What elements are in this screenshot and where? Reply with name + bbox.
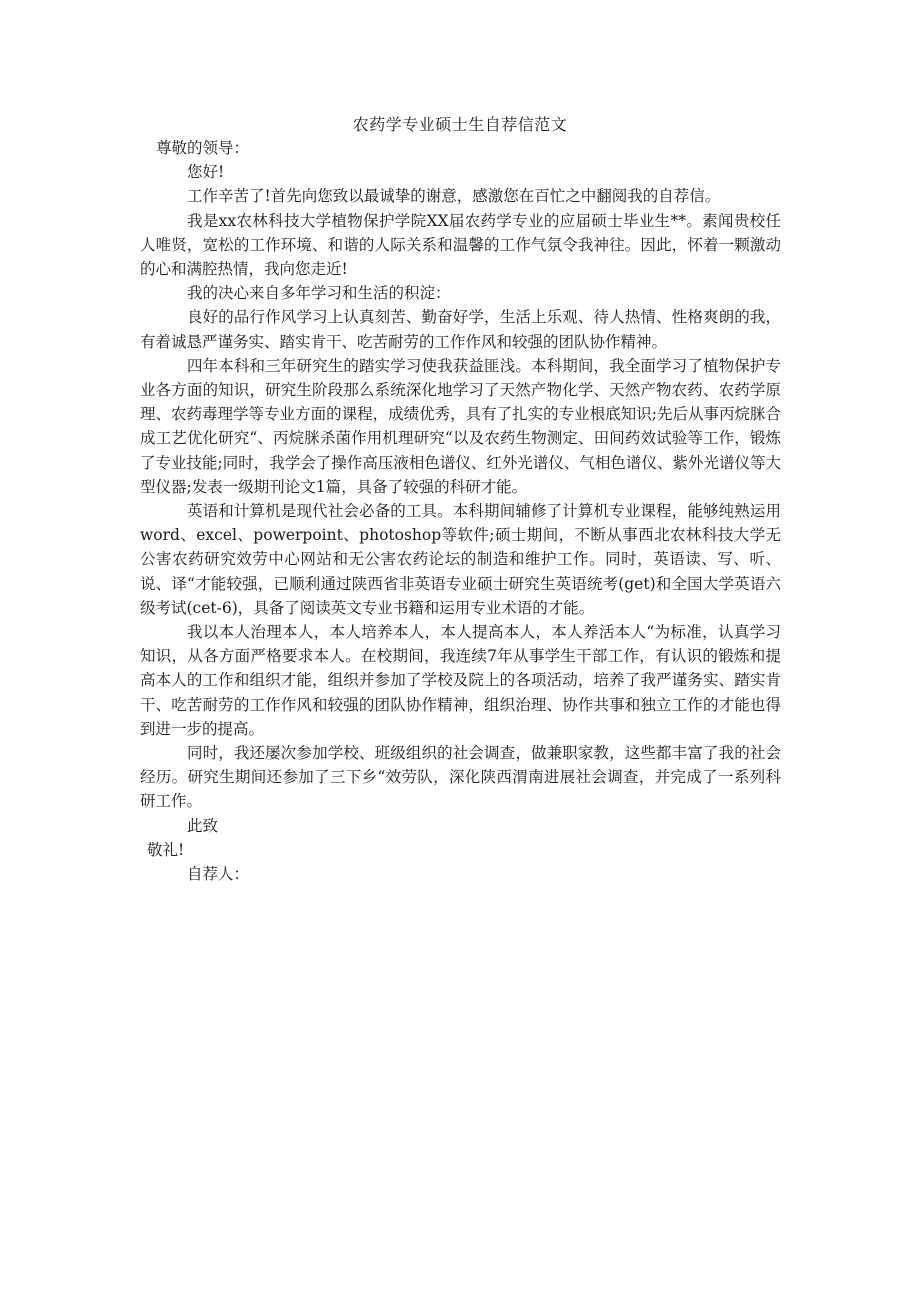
paragraph: 英语和计算机是现代社会必备的工具。本科期间辅修了计算机专业课程，能够纯熟运用word、excel、powerpoint、photoshop等软件;硕士期间，不断从事西北农林科技大学无公害农药研究效劳中心网站和无公害农药论坛的制造和维护工作。同时，英语读、写、听、说、译“才能较强，已顺利通过陕西省非英语专业硕士研究生英语统考(get)和全国大学英语六级考试(cet-6)，具备了阅读英文专业书籍和运用专业术语的才能。 [140, 502, 781, 617]
paragraph: 我是xx农林科技大学植物保护学院XX届农药学专业的应届硕士毕业生**。素闻贵校任人唯贤，宽松的工作环境、和谐的人际关系和温馨的工作气氛令我神往。因此，怀着一颗激动的心和满腔热情，我向您走近! [140, 211, 781, 279]
paragraph: 工作辛苦了!首先向您致以最诚挚的谢意，感激您在百忙之中翻阅我的自荐信。 [187, 187, 721, 206]
paragraph: 良好的品行作风学习上认真刻苦、勤奋好学，生活上乐观、待人热情、性格爽朗的我，有着诚恳严谨务实、踏实肯干、吃苦耐劳的工作作风和较强的团队协作精神。 [140, 308, 781, 351]
greeting: 您好! [187, 163, 225, 182]
closing-salute: 敬礼! [147, 840, 185, 859]
paragraph: 同时，我还屡次参加学校、班级组织的社会调查，做兼职家教，这些都丰富了我的社会经历。研究生期间还参加了三下乡“效劳队，深化陕西渭南进展社会调查，并完成了一系列科研工作。 [140, 744, 781, 811]
letter-body [140, 136, 781, 886]
paragraph: 我的决心来自多年学习和生活的积淀： [187, 284, 451, 303]
paragraph: 我以本人治理本人，本人培养本人，本人提高本人，本人养活本人“为标准，认真学习知识，从各方面严格要求本人。在校期间，我连续7年从事学生干部工作，有认识的锻炼和提高本人的工作和组织才能，组织并参加了学校及院上的各项活动，培养了我严谨务实、踏实肯干、吃苦耐劳的工作作风和较强的团队协作精神，组织治理、协作共事和独立工作的才能也得到进一步的提高。 [140, 623, 781, 738]
document-title: 农药学专业硕士生自荐信范文 [352, 115, 568, 134]
salutation: 尊敬的领导： [156, 139, 250, 157]
paragraph: 四年本科和三年研究生的踏实学习使我获益匪浅。本科期间，我全面学习了植物保护专业各方面的知识，研究生阶段那么系统深化地学习了天然产物化学、天然产物农药、农药学原理、农药毒理学等专业方面的课程，成绩优秀，具有了扎实的专业根底知识;先后从事丙烷脒合成工艺优化研究“、丙烷脒杀菌作用机理研究“以及农药生物测定、田间药效试验等工作，锻炼了专业技能;同时，我学会了操作高压液相色谱仪、红外光谱仪、气相色谱仪、紫外光谱仪等大型仪器;发表一级期刊论文1篇，具备了较强的科研才能。 [140, 356, 781, 496]
signature: 自荐人： [187, 865, 250, 884]
closing-line: 此致 [187, 816, 219, 835]
